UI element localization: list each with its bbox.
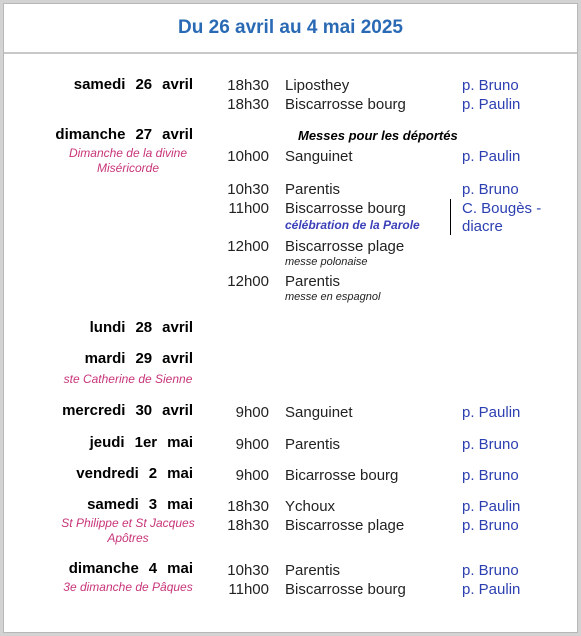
day-num: 27 — [135, 126, 153, 143]
day-month: mai — [167, 560, 193, 577]
feast-label: 3e dimanche de Pâques — [63, 580, 193, 594]
day-weekday: lundi — [89, 319, 126, 336]
priest-name: p. Paulin — [462, 581, 521, 598]
day-weekday: dimanche — [55, 126, 126, 143]
mass-time: 18h30 — [227, 96, 269, 113]
day-label — [74, 76, 193, 93]
day-num: 28 — [135, 319, 153, 336]
mass-place: Liposthey — [285, 77, 350, 94]
day-weekday: samedi — [87, 496, 139, 513]
mass-note: messe en espagnol — [285, 291, 381, 303]
mass-place: Parentis — [285, 436, 341, 453]
mass-time: 9h00 — [235, 436, 269, 453]
day-label — [55, 126, 193, 143]
priest-name: p. Paulin — [462, 148, 521, 165]
mass-place: Parentis — [285, 562, 341, 579]
mass-note: célébration de la Parole — [285, 218, 420, 232]
day-weekday: dimanche — [68, 560, 139, 577]
day-label — [85, 350, 193, 367]
day-label — [76, 465, 193, 482]
schedule-card — [3, 3, 578, 633]
day-month: avril — [162, 76, 193, 93]
mass-time: 18h30 — [227, 77, 269, 94]
day-num: 30 — [135, 402, 153, 419]
day-month: avril — [162, 319, 193, 336]
header — [4, 4, 577, 54]
day-weekday: samedi — [73, 76, 126, 93]
priest-name: p. Bruno — [462, 467, 519, 484]
priest-name: p. Bruno — [462, 436, 519, 453]
day-month: avril — [162, 126, 193, 143]
priest-name: p. Bruno — [462, 562, 519, 579]
priest-name: p. Bruno — [462, 181, 519, 198]
mass-place: Parentis — [285, 181, 341, 198]
day-month: avril — [162, 350, 193, 367]
day-num: 29 — [135, 350, 153, 367]
mass-time: 12h00 — [227, 238, 269, 255]
day-month: avril — [162, 402, 193, 419]
mass-time: 10h30 — [227, 562, 269, 579]
day-label — [62, 402, 193, 419]
day-label — [87, 496, 193, 513]
priest-name: p. Paulin — [462, 404, 521, 421]
day-num: 1er — [134, 434, 158, 451]
day-weekday: mercredi — [62, 402, 126, 419]
day-month: mai — [167, 496, 193, 513]
mass-place: Biscarrosse plage — [285, 238, 405, 255]
day-weekday: mardi — [84, 350, 126, 367]
priest-name: p. Paulin — [462, 498, 521, 515]
banner-label: Messes pour les déportés — [298, 128, 458, 143]
mass-place: Bicarrosse bourg — [285, 467, 399, 484]
priest-name: C. Bougès - diacre — [462, 200, 542, 235]
day-num: 2 — [148, 465, 158, 482]
day-weekday: jeudi — [89, 434, 125, 451]
priest-name: p. Paulin — [462, 96, 521, 113]
day-label — [90, 434, 193, 451]
mass-time: 11h00 — [228, 200, 269, 217]
column-divider — [450, 199, 451, 235]
mass-place: Sanguinet — [285, 404, 353, 421]
day-label — [90, 319, 193, 336]
mass-time: 9h00 — [235, 404, 269, 421]
day-label — [69, 560, 193, 577]
mass-place: Sanguinet — [285, 148, 353, 165]
page-title: Du 26 avril au 4 mai 2025 — [178, 17, 403, 38]
mass-time: 11h00 — [228, 581, 269, 598]
mass-time: 9h00 — [235, 467, 269, 484]
mass-place: Biscarrosse bourg — [285, 96, 406, 113]
mass-time: 10h00 — [227, 148, 269, 165]
feast-label: ste Catherine de Sienne — [63, 372, 193, 386]
day-num: 26 — [135, 76, 153, 93]
day-month: mai — [167, 465, 193, 482]
mass-place: Biscarrosse plage — [285, 517, 405, 534]
mass-place: Parentis — [285, 273, 341, 290]
mass-place: Biscarrosse bourg — [285, 581, 406, 598]
mass-place: Ychoux — [285, 498, 336, 515]
mass-time: 18h30 — [227, 498, 269, 515]
feast-label: St Philippe et St Jacques Apôtres — [61, 516, 195, 545]
mass-note: messe polonaise — [285, 256, 368, 268]
mass-place: Biscarrosse bourg — [285, 200, 406, 217]
day-month: mai — [167, 434, 193, 451]
priest-name: p. Bruno — [462, 517, 519, 534]
feast-label: Dimanche de la divine Miséricorde — [68, 146, 188, 175]
mass-time: 12h00 — [227, 273, 269, 290]
priest-name: p. Bruno — [462, 77, 519, 94]
day-weekday: vendredi — [76, 465, 139, 482]
day-num: 3 — [148, 496, 158, 513]
mass-time: 10h30 — [227, 181, 269, 198]
day-num: 4 — [148, 560, 158, 577]
mass-time: 18h30 — [227, 517, 269, 534]
